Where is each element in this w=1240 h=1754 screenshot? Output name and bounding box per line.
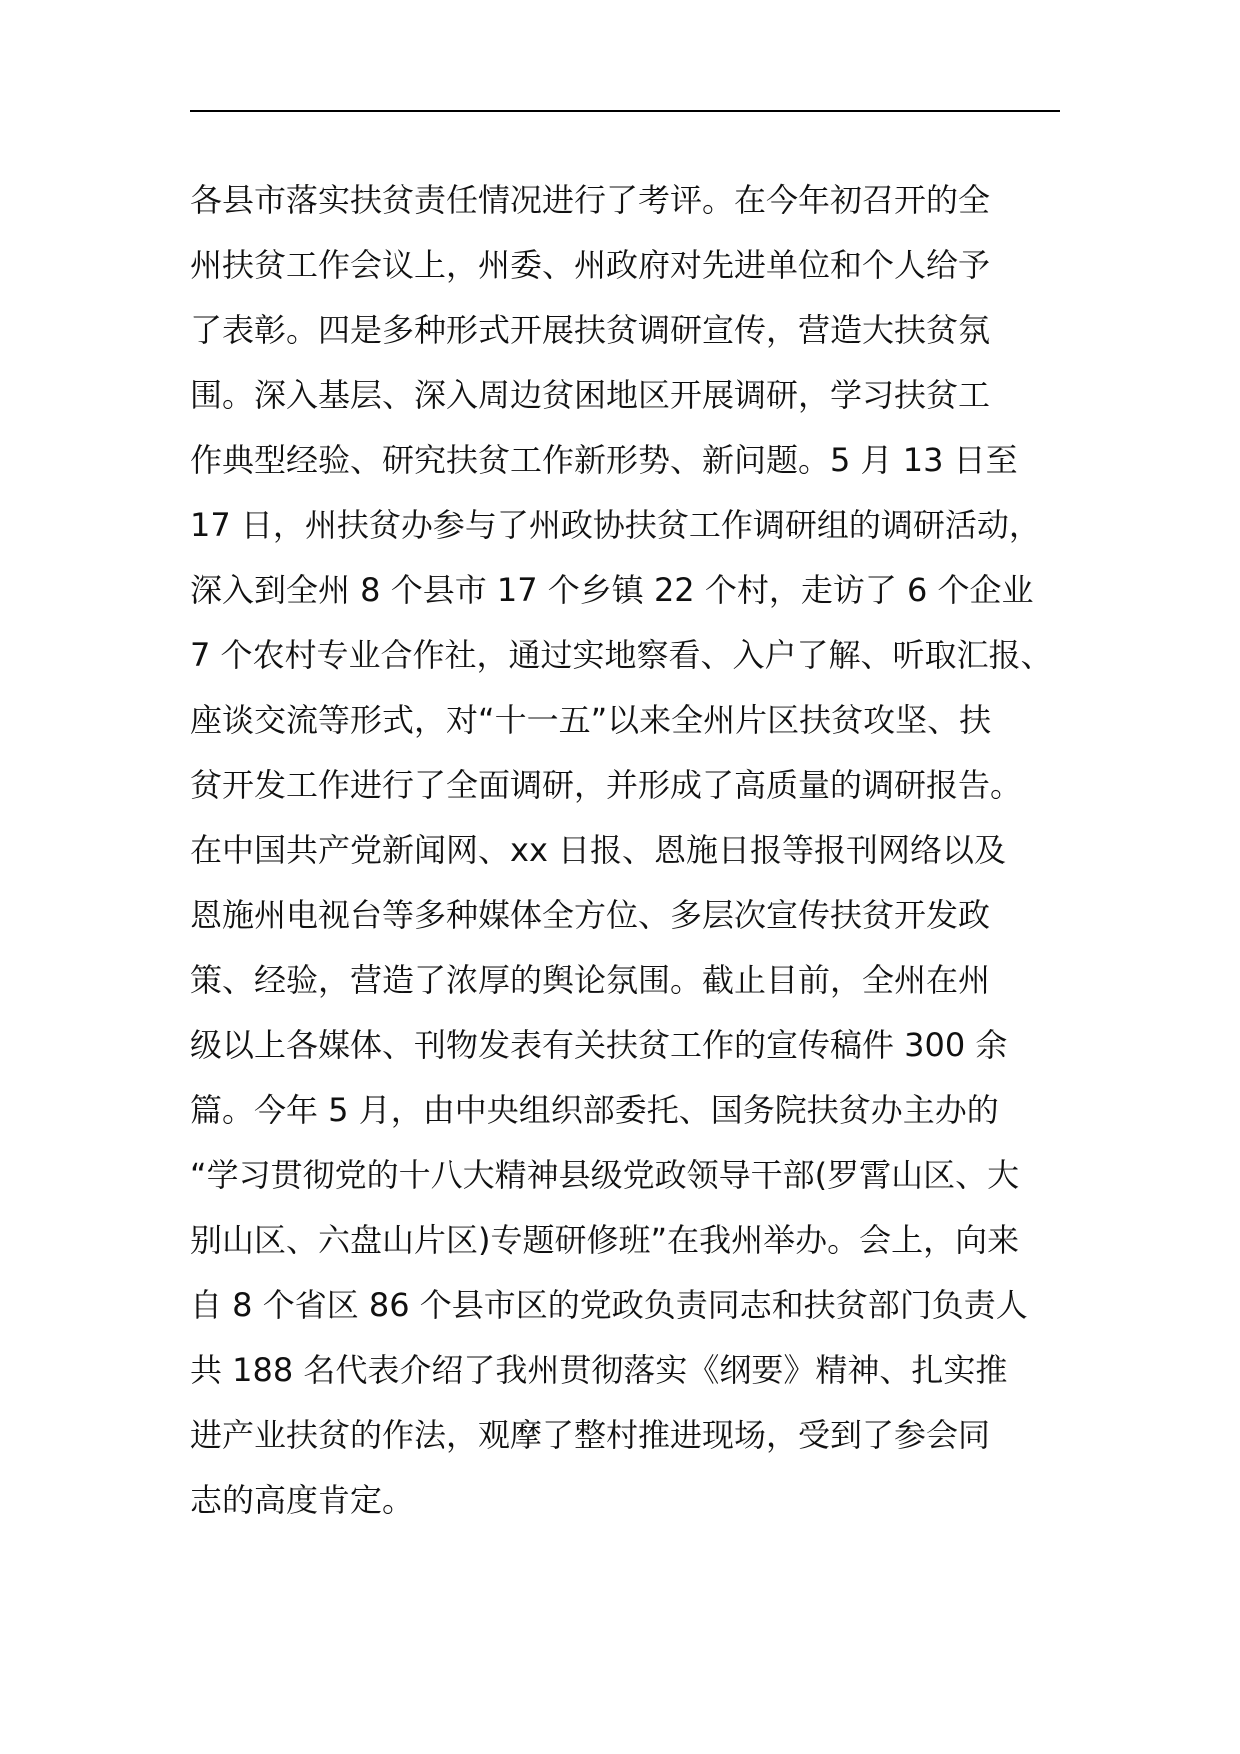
text-line: 17 日，州扶贫办参与了州政协扶贫工作调研组的调研活动， [190, 506, 1041, 544]
text-line: 各县市落实扶贫责任情况进行了考评。在今年初召开的全 [190, 181, 991, 219]
text-line: 策、经验，营造了浓厚的舆论氛围。截止目前，全州在州 [190, 961, 991, 999]
text-line: 座谈交流等形式，对“十一五”以来全州片区扶贫攻坚、扶 [190, 701, 992, 739]
text-line: 别山区、六盘山片区)专题研修班”在我州举办。会上，向来 [190, 1221, 1020, 1259]
text-line: “学习贯彻党的十八大精神县级党政领导干部(罗霄山区、大 [190, 1156, 1020, 1194]
text-line: 自 8 个省区 86 个县市区的党政负责同志和扶贫部门负责人 [190, 1286, 1028, 1324]
body-paragraph [190, 168, 1090, 1533]
text-line: 志的高度肯定。 [190, 1481, 415, 1519]
text-line: 进产业扶贫的作法，观摩了整村推进现场，受到了参会同 [190, 1416, 991, 1454]
text-line: 作典型经验、研究扶贫工作新形势、新问题。5 月 13 日至 [190, 441, 1018, 479]
text-line: 恩施州电视台等多种媒体全方位、多层次宣传扶贫开发政 [190, 896, 991, 934]
header-rule [190, 110, 1060, 112]
text-line: 共 188 名代表介绍了我州贯彻落实《纲要》精神、扎实推 [190, 1351, 1008, 1389]
text-line: 州扶贫工作会议上，州委、州政府对先进单位和个人给予 [190, 246, 991, 284]
text-line: 7 个农村专业合作社，通过实地察看、入户了解、听取汇报、 [190, 636, 1053, 674]
text-line: 在中国共产党新闻网、xx 日报、恩施日报等报刊网络以及 [190, 831, 1007, 869]
text-line: 篇。今年 5 月，由中央组织部委托、国务院扶贫办主办的 [190, 1091, 999, 1129]
text-line: 围。深入基层、深入周边贫困地区开展调研，学习扶贫工 [190, 376, 991, 414]
text-line: 贫开发工作进行了全面调研，并形成了高质量的调研报告。 [190, 766, 1023, 804]
text-line: 了表彰。四是多种形式开展扶贫调研宣传，营造大扶贫氛 [190, 311, 991, 349]
text-line: 深入到全州 8 个县市 17 个乡镇 22 个村，走访了 6 个企业 [190, 571, 1034, 609]
text-line: 级以上各媒体、刊物发表有关扶贫工作的宣传稿件 300 余 [190, 1026, 1008, 1064]
